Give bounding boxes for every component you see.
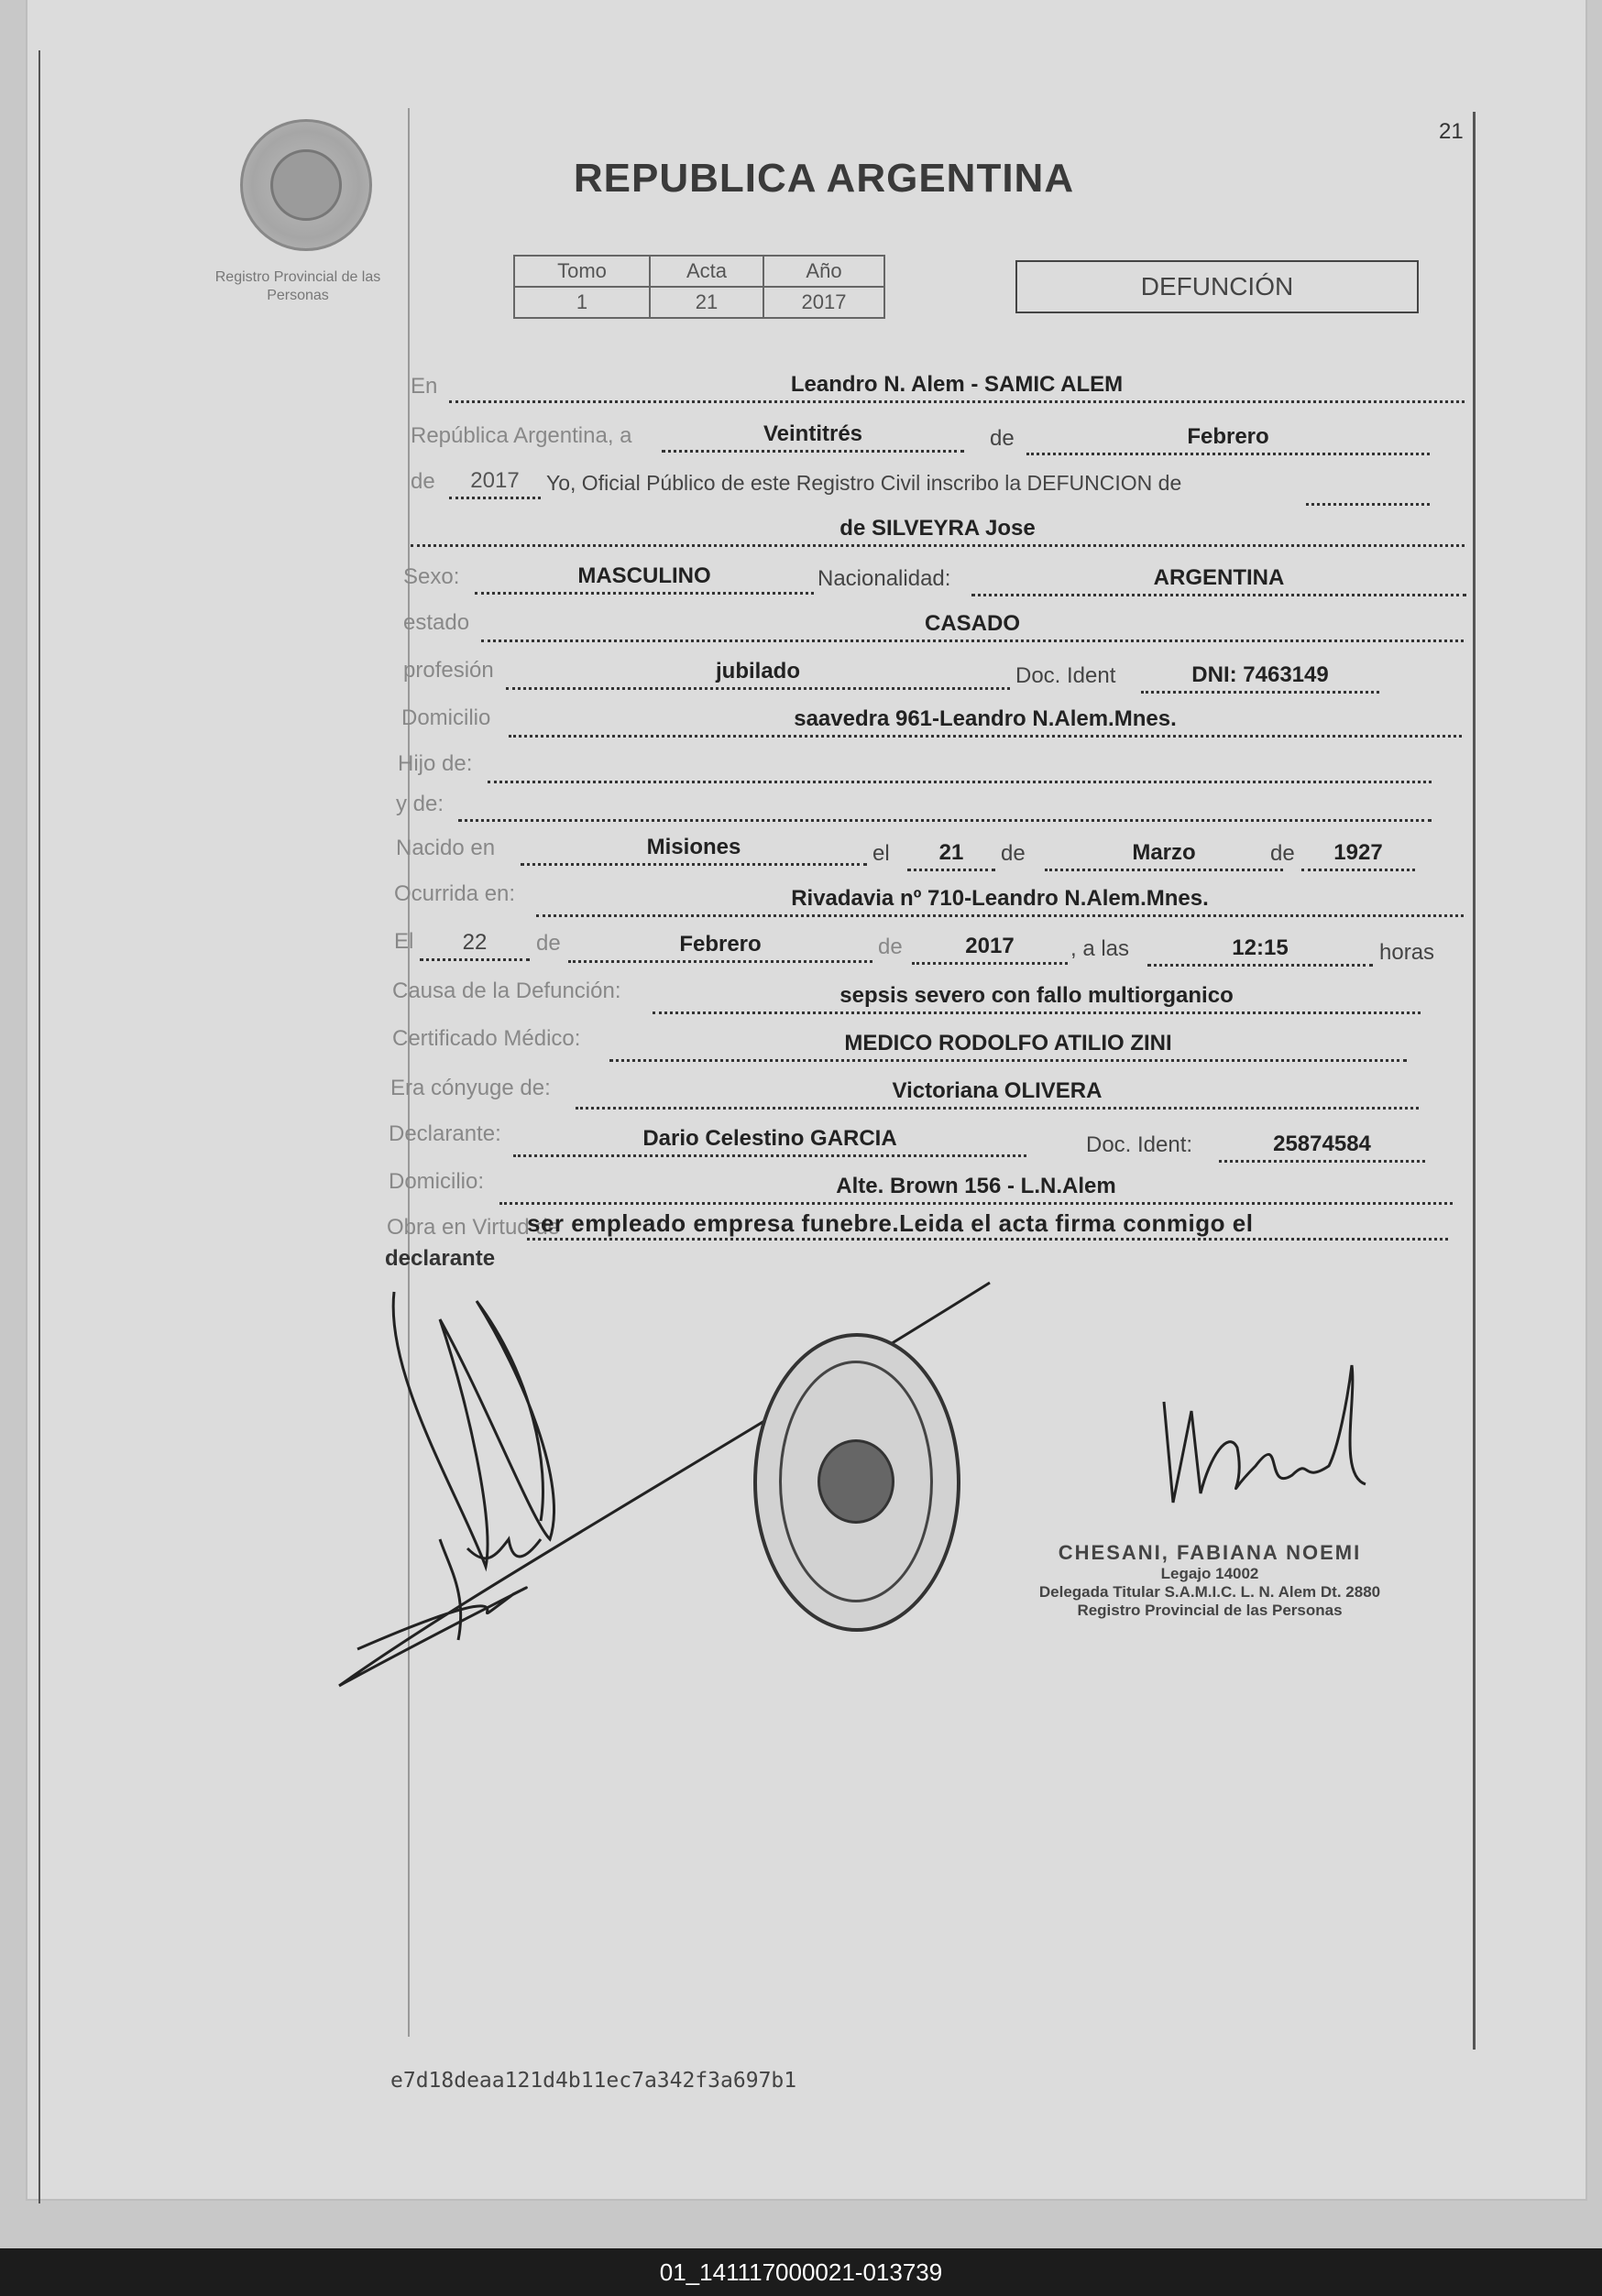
label-de-nac-mes: de (1001, 841, 1026, 866)
label-de-fall-anio: de (878, 935, 903, 959)
field-oficial-blank (1306, 472, 1430, 506)
document-hash: e7d18deaa121d4b11ec7a342f3a697b1 (390, 2069, 797, 2093)
official-registro: Registro Provincial de las Personas (1077, 1602, 1343, 1619)
field-nac-mes: Marzo (1045, 837, 1283, 871)
field-decl-domicilio: Alte. Brown 156 - L.N.Alem (499, 1171, 1453, 1205)
field-fall-dia: 22 (420, 927, 530, 961)
field-domicilio: saavedra 961-Leandro N.Alem.Mnes. (509, 704, 1462, 738)
document-title: REPUBLICA ARGENTINA (573, 156, 1075, 201)
label-en: En (411, 374, 438, 399)
field-nac-dia: 21 (907, 837, 995, 871)
label-causa: Causa de la Defunción: (392, 979, 621, 1003)
official-stamp (753, 1333, 960, 1632)
label-de-fall-mes: de (536, 931, 561, 956)
field-profesion: jubilado (506, 656, 1010, 690)
label-horas: horas (1379, 940, 1435, 965)
official-cargo: Delegada Titular S.A.M.I.C. L. N. Alem Dt. 2880 (1038, 1583, 1381, 1601)
field-mes: Febrero (1026, 421, 1430, 455)
label-obra: Obra en Virtud de (387, 1215, 561, 1240)
label-oficial: Yo, Oficial Público de este Registro Civil inscribo la DEFUNCION de (546, 471, 1182, 495)
field-declarante: Dario Celestino GARCIA (513, 1123, 1026, 1157)
field-nac-anio: 1927 (1301, 837, 1415, 871)
label-y-de: y de: (396, 792, 444, 816)
label-domicilio: Domicilio (401, 705, 491, 730)
field-hora: 12:15 (1147, 933, 1373, 967)
header-anio: Año (763, 256, 884, 287)
left-margin-line (408, 108, 410, 2037)
field-decl-doc: 25874584 (1219, 1129, 1425, 1163)
field-nacido-en: Misiones (521, 832, 867, 866)
footer-id: 01_141117000021-013739 (0, 2248, 1602, 2296)
field-fallecido: de SILVEYRA Jose (411, 513, 1465, 547)
value-acta: 21 (650, 287, 763, 318)
field-certificado: MEDICO RODOLFO ATILIO ZINI (609, 1028, 1407, 1062)
header-tomo: Tomo (514, 256, 650, 287)
official-legajo: Legajo 14002 (1160, 1565, 1259, 1582)
label-conyuge: Era cónyuge de: (390, 1076, 551, 1100)
label-hijo-de: Hijo de: (398, 751, 473, 776)
label-el: el (872, 841, 890, 866)
field-narrativa-cont: declarante (385, 1246, 496, 1271)
field-dia: Veintitrés (662, 419, 964, 453)
field-estado: CASADO (481, 608, 1464, 642)
label-El: El (394, 929, 414, 954)
label-de-nac-anio: de (1270, 841, 1295, 866)
label-ocurrida-en: Ocurrida en: (394, 881, 516, 906)
field-conyuge: Victoriana OLIVERA (576, 1076, 1419, 1110)
label-nacido-en: Nacido en (396, 836, 496, 860)
label-de: de (990, 426, 1015, 451)
registry-caption: Registro Provincial de las Personas (214, 269, 381, 303)
field-y-de (458, 788, 1432, 822)
label-sexo: Sexo: (403, 564, 460, 589)
label-doc-ident: Doc. Ident (1015, 663, 1116, 688)
stamp-emblem-icon (817, 1439, 894, 1524)
field-hijo-de (488, 749, 1432, 783)
field-nacionalidad: ARGENTINA (971, 563, 1466, 596)
field-causa: sepsis severo con fallo multiorganico (653, 980, 1421, 1014)
page-edge (38, 50, 40, 2203)
label-a-las: , a las (1070, 936, 1130, 961)
label-nacionalidad: Nacionalidad: (817, 566, 951, 591)
field-fall-mes: Febrero (568, 929, 872, 963)
field-fall-anio: 2017 (912, 931, 1068, 965)
official-block (1017, 1541, 1402, 1620)
label-declarante: Declarante: (389, 1121, 501, 1146)
field-lugar: Leandro N. Alem - SAMIC ALEM (449, 369, 1465, 403)
right-margin-line (1473, 112, 1476, 2050)
header-acta: Acta (650, 256, 763, 287)
field-narrativa: ser empleado empresa funebre.Leida el acta firma conmigo el (527, 1209, 1448, 1241)
label-doc-ident-declarante: Doc. Ident: (1086, 1132, 1193, 1157)
label-profesion: profesión (403, 658, 494, 683)
value-tomo: 1 (514, 287, 650, 318)
field-ocurrida-en: Rivadavia nº 710-Leandro N.Alem.Mnes. (536, 883, 1464, 917)
field-documento: DNI: 7463149 (1141, 660, 1379, 694)
page-number: 21 (1439, 119, 1464, 144)
official-signature (1155, 1347, 1384, 1530)
label-republica: República Argentina, a (411, 423, 632, 448)
field-sexo: MASCULINO (475, 561, 814, 595)
official-name: CHESANI, FABIANA NOEMI (1058, 1541, 1362, 1564)
label-estado: estado (403, 610, 470, 635)
value-anio: 2017 (763, 287, 884, 318)
label-year-prefix: de (411, 469, 435, 494)
field-anio: 2017 (449, 465, 541, 499)
record-table (513, 255, 885, 319)
label-certificado: Certificado Médico: (392, 1026, 581, 1051)
record-type: DEFUNCIÓN (1015, 260, 1419, 313)
label-domicilio-declarante: Domicilio: (389, 1169, 485, 1194)
